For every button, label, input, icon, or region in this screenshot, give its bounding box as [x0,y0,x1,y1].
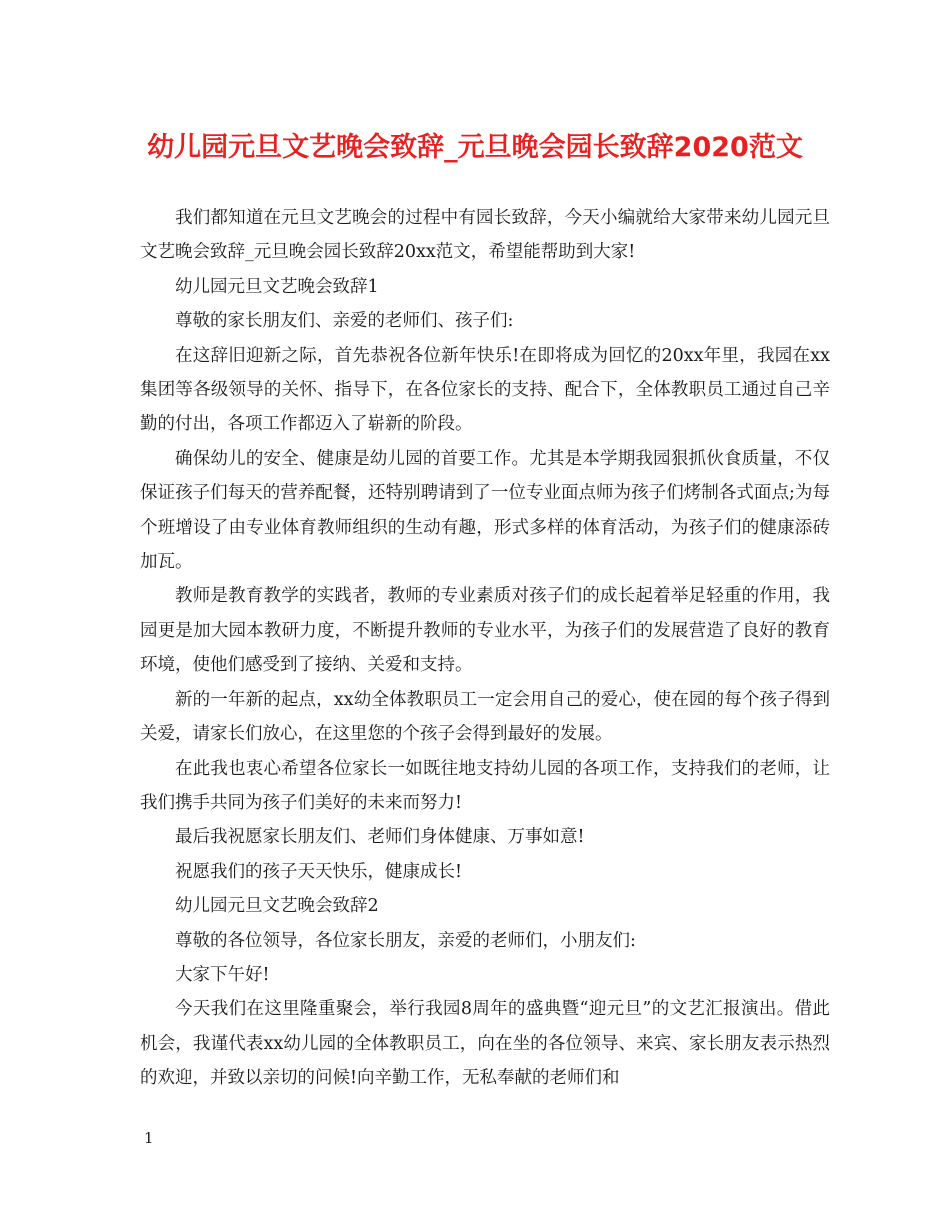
body-paragraph: 在这辞旧迎新之际，首先恭祝各位新年快乐!在即将成为回忆的20xx年里，我园在xx集团等各级领导的关怀、指导下，在各位家长的支持、配合下，全体教职员工通过自己辛勤的付出，各项工作都迈入了崭新的阶段。 [140,345,830,435]
document-title: 幼儿园元旦文艺晚会致辞_元旦晚会园长致辞2020范文 [147,132,803,163]
document-body [140,201,830,1096]
body-paragraph: 今天我们在这里隆重聚会，举行我园8周年的盛典暨“迎元旦”的文艺汇报演出。借此机会，我谨代表xx幼儿园的全体教职员工，向在坐的各位领导、来宾、家长朋友表示热烈的欢迎，并致以亲切的问候!向辛勤工作，无私奉献的老师们和 [140,999,830,1089]
section-heading-speech-2: 幼儿园元旦文艺晚会致辞2 [175,896,379,917]
body-paragraph: 在此我也衷心希望各位家长一如既往地支持幼儿园的各项工作，支持我们的老师，让我们携手共同为孩子们美好的未来而努力! [140,758,830,813]
closing-wish-paragraph: 最后我祝愿家长朋友们、老师们身体健康、万事如意! [175,827,585,848]
body-paragraph: 确保幼儿的安全、健康是幼儿园的首要工作。尤其是本学期我园狠抓伙食质量，不仅保证孩子们每天的营养配餐，还特别聘请到了一位专业面点师为孩子们烤制各式面点;为每个班增设了由专业体育教师组织的生动有趣，形式多样的体育活动，为孩子们的健康添砖加瓦。 [140,448,830,573]
closing-wish-paragraph: 祝愿我们的孩子天天快乐，健康成长! [175,861,463,882]
salutation-paragraph: 尊敬的各位领导，各位家长朋友，亲爱的老师们，小朋友们: [175,930,636,951]
section-heading-speech-1: 幼儿园元旦文艺晚会致辞1 [175,276,379,297]
intro-paragraph: 我们都知道在元旦文艺晚会的过程中有园长致辞，今天小编就给大家带来幼儿园元旦文艺晚会致辞_元旦晚会园长致辞20xx范文，希望能帮助到大家! [140,208,830,263]
body-paragraph: 教师是教育教学的实践者，教师的专业素质对孩子们的成长起着举足轻重的作用，我园更是加大园本教研力度，不断提升教师的专业水平，为孩子们的发展营造了良好的教育环境，使他们感受到了接纳、关爱和支持。 [140,586,830,676]
greeting-paragraph: 大家下午好! [175,964,270,985]
body-paragraph: 新的一年新的起点，xx幼全体教职员工一定会用自己的爱心，使在园的每个孩子得到关爱，请家长们放心，在这里您的个孩子会得到最好的发展。 [140,689,830,745]
page-number: 1 [144,1129,154,1147]
salutation-paragraph: 尊敬的家长朋友们、亲爱的老师们、孩子们: [175,311,514,332]
